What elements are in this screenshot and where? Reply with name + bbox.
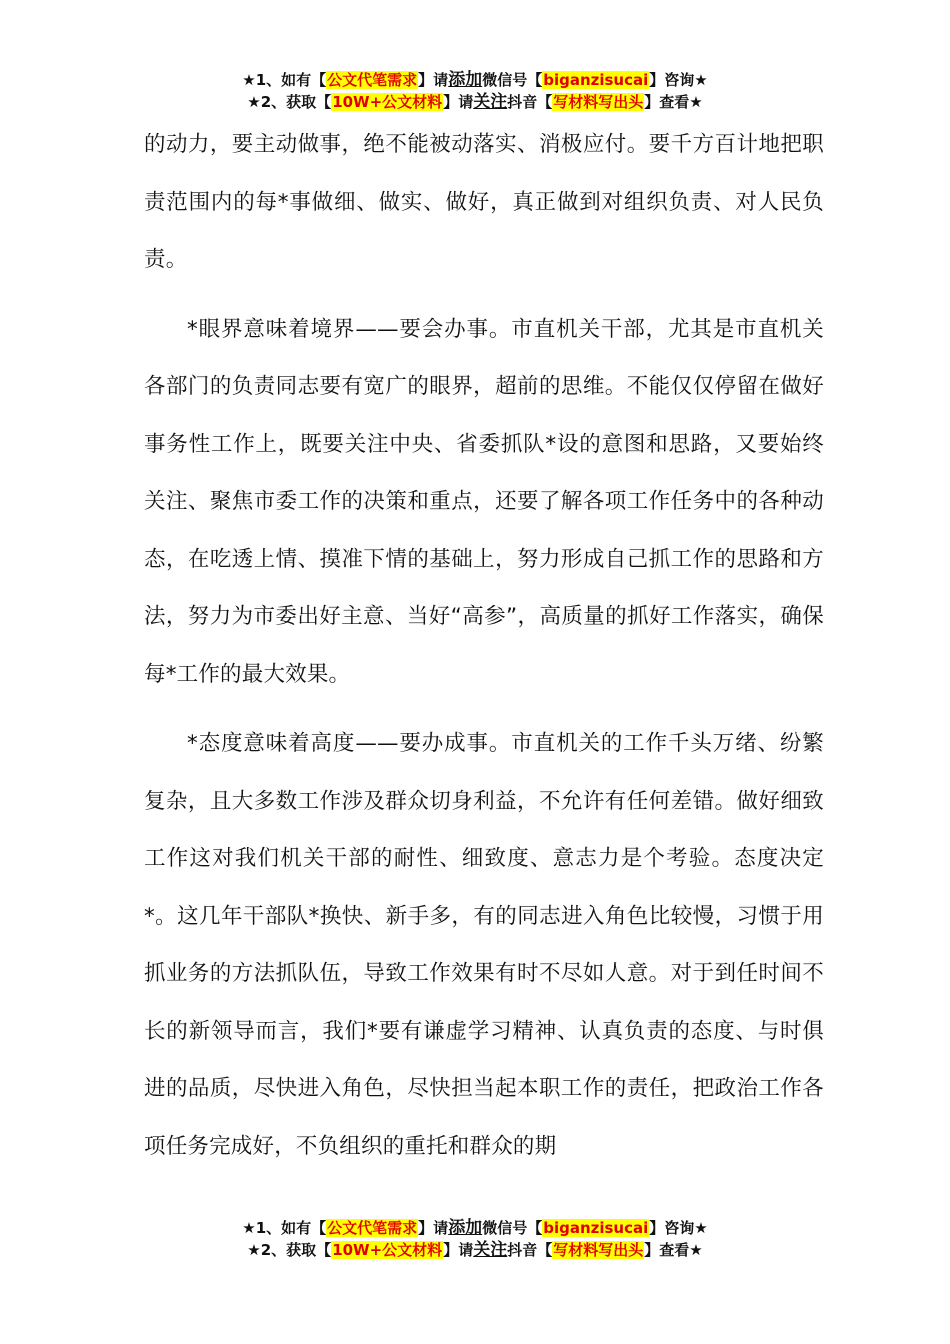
paragraph-attitude: *态度意味着高度——要办成事。市直机关的工作千头万绪、纷繁复杂，且大多数工作涉及群众切身利益，不允许有任何差错。做好细致工作这对我们机关干部的耐性、细致度、意志力是个考验。态度决定*。这几年干部队*换快、新手多，有的同志进入角色比较慢，习惯于用抓业务的方法抓队伍，导致工作效果有时不尽如人意。对于到任时间不长的新领导而言，我们*要有谦虚学习精神、认真负责的态度、与时俱进的品质，尽快进入角色，尽快担当起本职工作的责任，把政治工作各项任务完成好，不负组织的重托和群众的期 [144,731,824,1159]
banner-text: 】咨询★ [649,1219,708,1237]
header-banner [0,69,950,113]
banner-emphasis: 关注 [473,92,508,112]
footer-banner-line-1 [0,1217,950,1239]
paragraph-vision: *眼界意味着境界——要会办事。市直机关干部，尤其是市直机关各部门的负责同志要有宽广的眼界，超前的思维。不能仅仅停留在做好事务性工作上，既要关注中央、省委抓队*设的意图和思路，又要始终关注、聚焦市委工作的决策和重点，还要了解各项工作任务中的各种动态，在吃透上情、摸准下情的基础上，努力形成自己抓工作的思路和方法，努力为市委出好主意、当好“高参”，高质量的抓好工作落实，确保每*工作的最大效果。 [144,316,824,687]
banner-text: 微信号【 [482,1219,543,1237]
highlight-douyin-account: 写材料写出头 [553,93,644,111]
highlight-douyin-account: 写材料写出头 [553,1241,644,1259]
highlight-service: 公文代笔需求 [327,71,418,89]
banner-text: ★1、如有【 [242,1219,327,1237]
header-banner-line-2 [0,91,950,113]
paragraph-continuation: 的动力，要主动做事，绝不能被动落实、消极应付。要千方百计地把职责范围内的每*事做细、做实、做好，真正做到对组织负责、对人民负责。 [144,132,824,272]
footer-banner-line-2 [0,1239,950,1261]
footer-banner [0,1217,950,1261]
banner-emphasis: 关注 [473,1240,508,1260]
header-banner-line-1 [0,69,950,91]
banner-emphasis: 添加 [448,70,483,90]
highlight-materials: 10W+公文材料 [332,93,443,111]
banner-text: ★2、获取【 [247,93,332,111]
banner-text: 微信号【 [482,71,543,89]
banner-text: 】请 [418,1219,449,1237]
highlight-wechat-id: biganzisucai [543,1219,649,1237]
banner-text: 抖音【 [507,93,553,111]
banner-text: ★2、获取【 [247,1241,332,1259]
banner-text: ★1、如有【 [242,71,327,89]
banner-text: 抖音【 [507,1241,553,1259]
banner-text: 】请 [418,71,449,89]
document-body [144,116,824,1175]
banner-text: 】请 [443,93,474,111]
highlight-materials: 10W+公文材料 [332,1241,443,1259]
banner-text: 】请 [443,1241,474,1259]
highlight-wechat-id: biganzisucai [543,71,649,89]
banner-text: 】咨询★ [649,71,708,89]
banner-emphasis: 添加 [448,1218,483,1238]
banner-text: 】查看★ [644,1241,703,1259]
highlight-service: 公文代笔需求 [327,1219,418,1237]
banner-text: 】查看★ [644,93,703,111]
